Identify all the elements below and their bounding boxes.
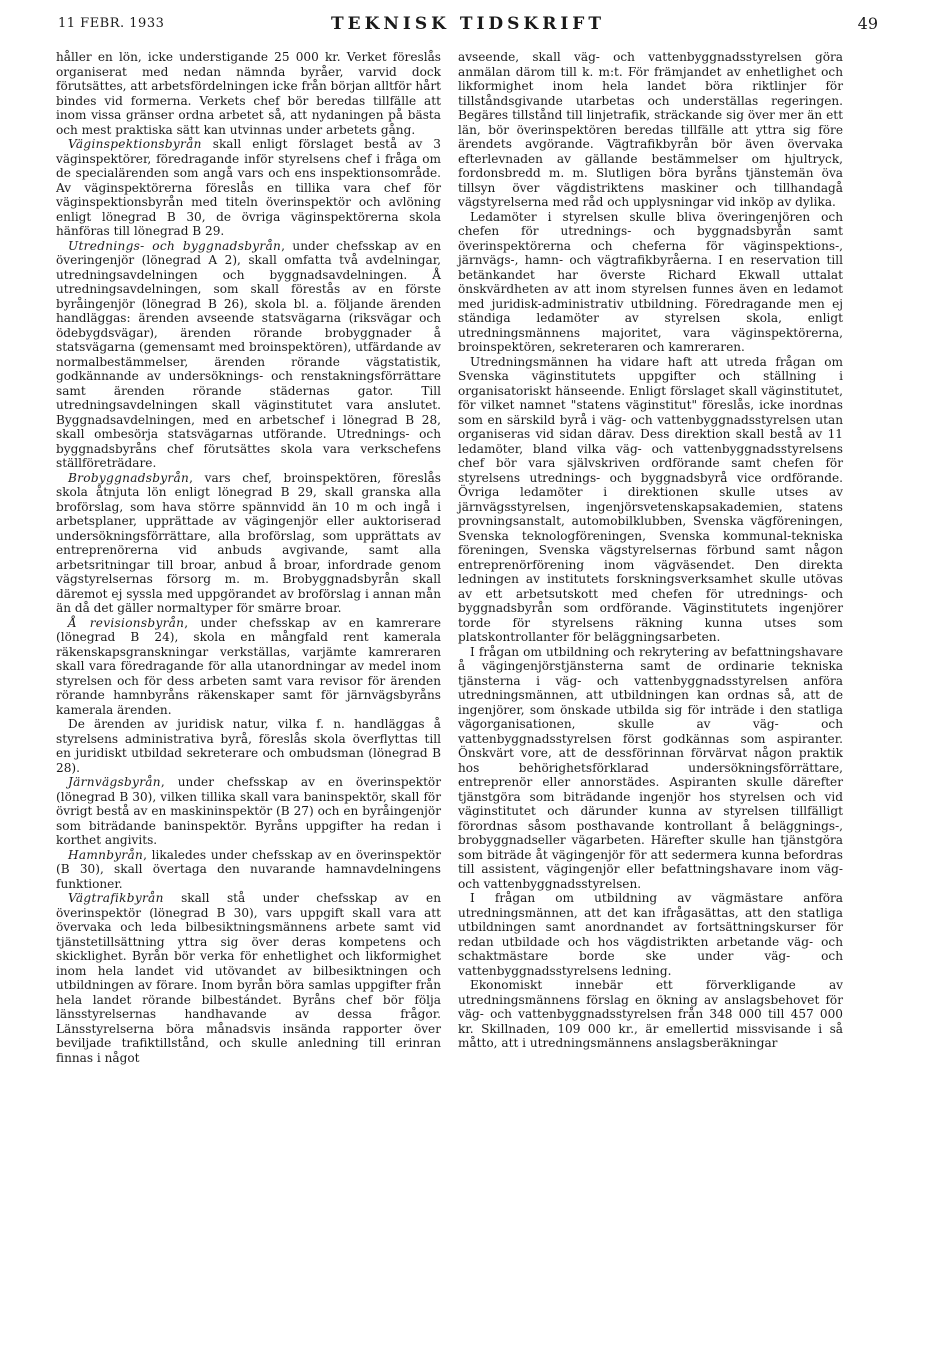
paragraph-text: skall enligt förslaget bestå av 3 väginspektörer, föredragande inför styrelsens chef i fråga om de specialärenden som angå vars och ens inspektionsområde. Av väginspektörerna föreslås en tillika vara chef för väginspektionsbyrån med titeln överinspektör och avlöning enligt lönegrad B 30, de övriga väginspektörerna skola hänföras till lönegrad B 29.	[56, 137, 441, 238]
paragraph	[56, 848, 441, 892]
left-column	[56, 50, 441, 1065]
section-lead: Vägtrafikbyrån	[68, 891, 164, 905]
paragraph-text: , likaledes under chefsskap av en överinspektör (B 30), skall övertaga den nuvarande hamnavdelningens funktioner.	[56, 847, 441, 891]
journal-title: TEKNISK TIDSKRIFT	[330, 14, 606, 34]
paragraph-text: De ärenden av juridisk natur, vilka f. n. handläggas å styrelsens administrativa byrå, föreslås skola överflyttas till en juridiskt utbildad sekreterare och ombudsman (lönegrad B 28).	[56, 717, 441, 775]
page-header	[58, 14, 878, 38]
paragraph-text: håller en lön, icke understigande 25 000 kr. Verket föreslås organiserat med nedan nämnda byråer, varvid dock förutsättes, att arbetsfördelningen icke från början alltför hårt bindes vid formerna. Verkets chef bör beredas tillfälle att inom vissa gränser ordna arbetet så, att nydaningen på bästa och mest praktiska sätt kan utvinnas under arbetets gång.	[56, 50, 441, 137]
section-lead: Järnvägsbyrån	[68, 775, 161, 789]
paragraph-text: Ekonomiskt innebär ett förverkligande av utredningsmännens förslag en ökning av anslagsbehovet för väg- och vattenbyggnadsstyrelsen från 348 000 till 457 000 kr. Skillnaden, 109 000 kr., är emellertid missvisande i så måtto, att i utredningsmännens anslagsberäkningar	[458, 978, 843, 1050]
paragraph	[56, 891, 441, 1065]
paragraph	[56, 50, 441, 137]
paragraph-text: Utredningsmännen ha vidare haft att utreda frågan om Svenska väginstitutets uppgifter och ställning i organisatoriskt hänseende. Enligt förslaget skall väginstitutet, för vilket namnet "statens väginstitut" föreslås, icke inordnas som en särskild byrå i väg- och vattenbyggnadsstyrelsen utan organiseras vid sidan därav. Dess direktion skall bestå av 11 ledamöter, bland vilka väg- och vattenbyggnadsstyrelsens chef bör vara självskriven ordförande samt chefen för styrelsens utrednings- och byggnadsbyrå vice ordförande. Övriga ledamöter i direktionen skulle utses av järnvägsstyrelsen, ingenjörsvetenskapsakademien, statens provningsanstalt, automobilklubben, Svenska vägföreningen, Svenska teknologföreningen, Svenska kommunal-tekniska föreningen, Svenska vägstyrelsernas förbund samt någon entreprenörförening inom vägväsendet. Den direkta ledningen av institutets forskningsverksamhet skulle utövas av ett arbetsutskott med chefen för utrednings- och byggnadsbyrån som ordförande. Väginstitutets ingenjörer torde för styrelsens räkning kunna utses som platskontrollanter för beläggningsarbeten.	[458, 354, 843, 644]
paragraph-text: I frågan om utbildning av vägmästare anföra utredningsmännen, att det kan ifrågasättas, att den statliga utbildningen samt anordnandet av fortsättningskurser för redan utbildade och hos vägdistrikten arbetande väg- och schaktmästare borde ske under väg- och vattenbyggnadsstyrelsens ledning.	[458, 891, 843, 978]
section-lead: Väginspektionsbyrån	[68, 137, 202, 151]
paragraph-text: , under chefsskap av en överingenjör (lönegrad A 2), skall omfatta två avdelningar, utredningsavdelningen och byggnadsavdelningen. Å utredningsavdelningen, som skall förestås av en förste byråingenjör (lönegrad B 26), skola bl. a. följande ärenden handläggas: ärenden avseende statsvägarna (riksvägar och ödebygdsvägar), ärenden rörande brobyggnader å statsvägarna (gemensamt med broinspektören), utfärdande av normalbestämmelser, ärenden rörande vägstatistik, godkännande av undersöknings- och renstakningsförrättare samt ärenden rörande städernas gator. Till utredningsavdelningen skall väginstitutet vara anslutet. Byggnadsavdelningen, med en arbetschef i lönegrad B 28, skall ombesörja statsvägarnas utförande. Utrednings- och byggnadsbyråns chef förutsättes skola vara verkschefens ställföreträdare.	[56, 238, 441, 470]
paragraph-text: Ledamöter i styrelsen skulle bliva överingenjören och chefen för utrednings- och byggnadsbyrån samt överinspektörerna och cheferna för väginspektions-, järnvägs-, hamn- och vägtrafikbyråerna. I en reservation till betänkandet har överste Richard Ekwall uttalat önskvärdheten av att inom styrelsen funnes även en ledamot med juridisk-administrativ utbildning. Föredragande men ej ständiga ledamöter av styrelsen skola, enligt utredningsmännens majoritet, vara väginspektörerna, broinspektören, sekreteraren och kamreraren.	[458, 209, 843, 354]
paragraph	[458, 355, 843, 645]
issue-date: 11 FEBR. 1933	[58, 16, 165, 31]
right-column	[458, 50, 843, 1051]
paragraph	[458, 891, 843, 978]
section-lead: Brobyggnadsbyrån	[68, 470, 190, 485]
paragraph-text: avseende, skall väg- och vattenbyggnadsstyrelsen göra anmälan därom till k. m:t. För främjandet av enhetlighet och likformighet inom hela landet böra riktlinjer för tillståndsgivande utarbetas och underställas regeringen. Begäres tillstånd till linjetrafik, sträckande sig över mer än ett län, bör överinspektören beredas tillfälle att yttra sig före ärendets avgörande. Vägtrafikbyrån bör även övervaka efterlevnaden av gällande bestämmelser om hjultryck, fordonsbredd m. m. Slutligen böra byråns tjänstemän öva tillsyn över vägdistriktens maskiner och tillhandagå vägstyrelserna med råd och upplysningar vid inköp av dylika.	[458, 50, 843, 209]
paragraph	[458, 645, 843, 892]
paragraph	[458, 50, 843, 210]
paragraph-text: I frågan om utbildning och rekrytering av befattningshavare å vägingenjörstjänsterna samt de ordinarie tekniska tjänsterna i väg- och vattenbyggnadsstyrelsen anföra utredningsmännen, att utbildningen kan ordnas så, att de ingenjörer, som önskade utbilda sig för inträde i den statliga vägorganisationen, skulle av väg- och vattenbyggnadsstyrelsen först godkännas som aspiranter. Önskvärt vore, att de dessförinnan förvärvat någon praktik hos behörighetsförklarad undersökningsförrättare, entreprenör eller annorstädes. Aspiranten skulle därefter tjänstgöra som biträdande ingenjör hos styrelsen och vid väginstitutet och därunder kunna av styrelsen tillfälligt förordnas såsom posthavande kontrollant å beläggnings-, brobyggnadseller vägarbeten. Härefter skulle han tjänstgöra som biträde åt vägingenjör för att sedermera kunna befordras till assistent, vägingenjör eller befattningshavare inom väg- och vattenbyggnadsstyrelsen.	[458, 644, 843, 891]
paragraph	[458, 978, 843, 1051]
section-lead: Hamnbyrån	[68, 847, 144, 862]
paragraph	[56, 137, 441, 239]
paragraph	[56, 717, 441, 775]
paragraph-text: , vars chef, broinspektören, föreslås skola åtnjuta lön enligt lönegrad B 29, skall granska alla broförslag, som hava större spännvidd än 10 m och ingå i arbetsplaner, upprättade av vägingenjör eller auktoriserad undersökningsförrättare, alla broförslag, som upprättats av entreprenörerna vid anbuds avgivande, samt alla arbetsritningar till broar, anbud å broar, infordrade genom vägstyrelsernas försorg m. m. Brobyggnadsbyrån skall däremot ej syssla med uppgörandet av broförslag i annan mån än då det gäller normaltyper för smärre broar.	[56, 470, 441, 615]
section-lead: Utrednings- och byggnadsbyrån	[68, 238, 282, 253]
paragraph	[56, 471, 441, 616]
section-lead: Å revisionsbyrån	[68, 615, 185, 630]
paragraph-text: skall stå under chefsskap av en överinspektör (lönegrad B 30), vars uppgift skall vara att övervaka och leda bilbesiktningsmännens arbete samt vid tjänstetillsättning yttra sig över deras kompetens och skicklighet. Byrån bör verka för enhetlighet och likformighet inom hela landet vid utövandet av bilbesiktningen och utbildningen av förare. Inom byrån böra samlas uppgifter från hela landet rörande bilbestándet. Byråns chef bör följa länsstyrelsernas handhavande av dessa frågor. Länsstyrelserna böra månadsvis insända rapporter över beviljade trafiktillstånd, och skulle anledning till erinran finnas i något	[56, 891, 441, 1065]
paragraph-text: , under chefsskap av en kamrerare (lönegrad B 24), skola en mångfald rent kamerala räkenskapsgranskningar verkställas, varjämte kamreraren skall vara föredragande för alla utanordningar av medel inom styrelsen och för dess arbeten samt vara revisor för ärenden rörande hamnbyråns räkenskaper samt för järnvägsbyråns kamerala ärenden.	[56, 615, 441, 717]
paragraph	[458, 210, 843, 355]
paragraph	[56, 616, 441, 718]
page-number: 49	[857, 14, 878, 33]
paragraph-text: , under chefsskap av en överinspektör (lönegrad B 30), vilken tillika skall vara baninspektör, skall för övrigt bestå av en maskininspektör (B 27) och en byråingenjör som biträdande baninspektör. Byråns uppgifter ha redan i korthet angivits.	[56, 775, 441, 847]
paragraph	[56, 239, 441, 471]
paragraph	[56, 775, 441, 848]
